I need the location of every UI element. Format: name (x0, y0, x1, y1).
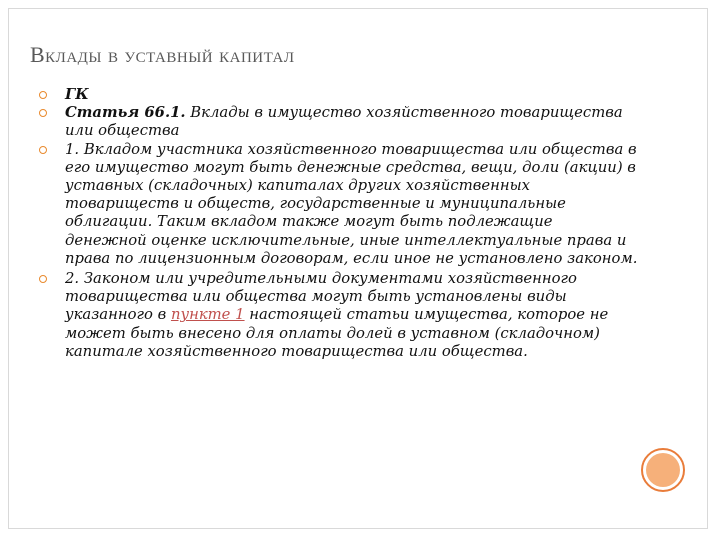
bullet-text: настоящей статьи имущества, которое не может быть внесено для оплаты долей в уставном (складочном) капитале хозяйственного товарищества или общества. (65, 306, 609, 360)
bullet-circle-icon (39, 146, 47, 154)
bullet-text: 2. Законом или учредительными документами хозяйственного товарищества или общества могут быть установлены виды указанного в (65, 270, 577, 324)
bullet-circle-icon (39, 109, 47, 117)
bullet-circle-icon (39, 91, 47, 99)
list-item (38, 86, 638, 104)
bullet-text: 1. Вкладом участника хозяйственного товарищества или общества в его имущество могут быть денежные средства, вещи, доли (акции) в уставных (складочных) капиталах других хозяйственных товариществ и обществ, государственные и муниципальные облигации. Таким вкладом также могут быть подлежащие денежной оценке исключительные, иные интеллектуальные права и права по лицензионным договорам, если иное не установлено законом. (65, 140, 638, 267)
article-link[interactable]: пункте 1 (170, 306, 245, 324)
bullet-circle-icon (39, 275, 47, 283)
bullet-text: ГК (65, 86, 89, 103)
article-number: Статья 66.1. (65, 104, 186, 122)
list-item (38, 270, 638, 361)
slide-title: Вклады в уставный капитал (30, 42, 295, 67)
list-item (38, 141, 638, 268)
bullet-list (38, 86, 638, 361)
decorative-circle-icon (641, 448, 685, 492)
list-item (38, 104, 638, 140)
bullet-text: Вклады в имущество хозяйственного товарищества или общества (65, 104, 623, 140)
decorative-circle-fill (646, 453, 680, 487)
